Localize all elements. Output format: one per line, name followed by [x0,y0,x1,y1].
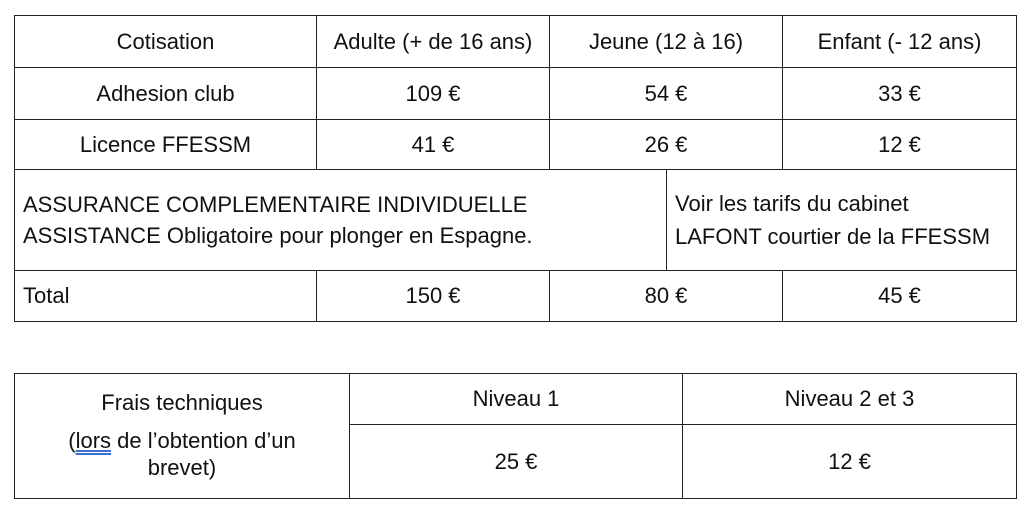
frais-label-line-2: (lors de l’obtention d’un [68,427,296,453]
row-adhesion-label: Adhesion club [96,80,235,106]
row-total-label: Total [23,283,70,309]
header-enfant: Enfant (- 12 ans) [817,28,982,54]
assurance-note [675,170,1015,270]
row-adhesion-adulte: 109 € [405,80,461,106]
assurance-line-1: ASSURANCE COMPLEMENTAIRE INDIVIDUELLE [23,192,528,217]
row-licence-label: Licence FFESSM [79,131,252,157]
row-licence-jeune: 26 € [644,131,688,157]
header-niveau-2-3: Niveau 2 et 3 [784,386,915,412]
assurance-description [23,170,663,270]
row-total-adulte: 150 € [405,283,461,309]
header-niveau-1: Niveau 1 [472,386,560,412]
header-adulte: Adulte (+ de 16 ans) [333,28,533,54]
row-total-enfant: 45 € [878,283,921,309]
value-niveau-2-3: 12 € [828,448,871,474]
row-adhesion-jeune: 54 € [644,80,688,106]
row-adhesion-enfant: 33 € [878,80,921,106]
row-licence-enfant: 12 € [878,131,921,157]
header-cotisation: Cotisation [116,28,215,54]
assurance-line-2: ASSISTANCE Obligatoire pour plonger en Espagne. [23,222,533,248]
value-niveau-1: 25 € [494,448,538,474]
assurance-note-line-1: Voir les tarifs du cabinet [675,191,909,216]
frais-label-line-3: brevet) [147,455,217,481]
frais-label-line-1: Frais techniques [101,390,263,416]
frais-techniques-label [15,378,349,493]
header-jeune: Jeune (12 à 16) [588,28,744,54]
assurance-note-line-2: LAFONT courtier de la FFESSM [675,223,991,249]
row-total-jeune: 80 € [644,283,688,309]
spellcheck-word-lors: lors [75,427,112,453]
row-licence-adulte: 41 € [411,131,455,157]
